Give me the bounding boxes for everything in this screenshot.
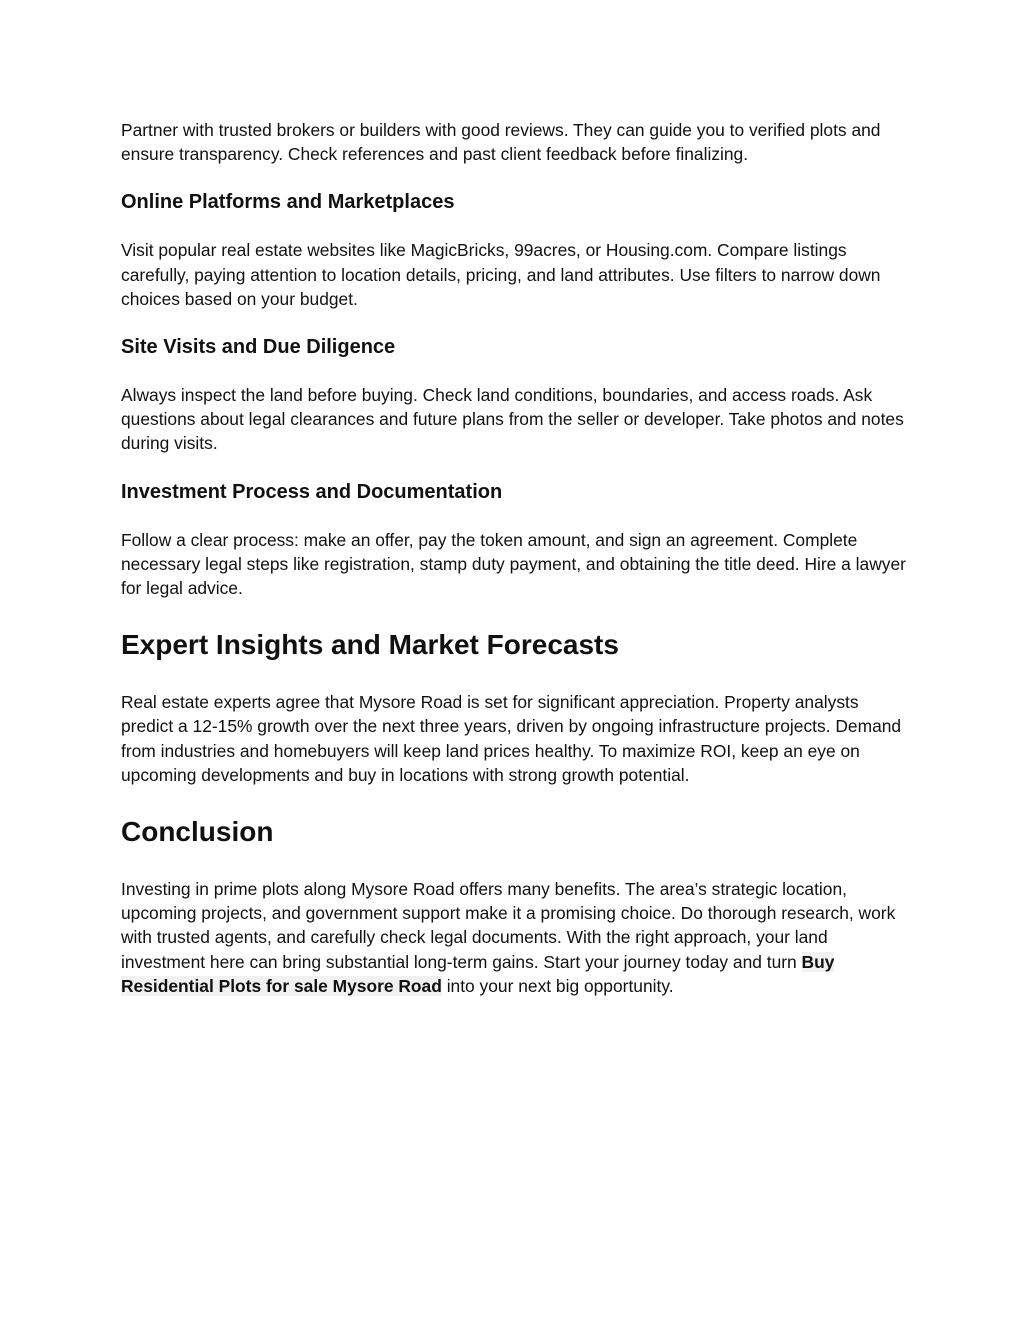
paragraph-online-platforms: Visit popular real estate websites like MagicBricks, 99acres, or Housing.com. Compare listings carefully, paying attention to location details, pricing, and land attributes. Use filters to narrow down choices based on your budget. — [121, 240, 881, 309]
intro-paragraph: Partner with trusted brokers or builders with good reviews. They can guide you to verified plots and ensure transparency. Check references and past client feedback before finalizing. — [121, 120, 881, 165]
heading-investment-process: Investment Process and Documentation — [121, 480, 503, 503]
paragraph-site-visits: Always inspect the land before buying. Check land conditions, boundaries, and access roads. Ask questions about legal clearances and future plans from the seller or developer. Take photos and notes during visits. — [121, 385, 904, 454]
heading-expert-insights: Expert Insights and Market Forecasts — [121, 629, 619, 661]
conclusion-text-before-link: Investing in prime plots along Mysore Road offers many benefits. The area’s strategic location, upcoming projects, and government support make it a promising choice. Do thorough research, work with trusted agents, and carefully check legal documents. With the right approach, your land investment here can bring substantial long-term gains. Start your journey today and turn — [121, 879, 896, 972]
document-page — [121, 118, 911, 998]
paragraph-investment-process: Follow a clear process: make an offer, pay the token amount, and sign an agreement. Complete necessary legal steps like registration, stamp duty payment, and obtaining the title deed. Hire a lawyer for legal advice. — [121, 529, 906, 599]
paragraph-conclusion — [121, 877, 911, 998]
paragraph-expert-insights: Real estate experts agree that Mysore Road is set for significant appreciation. Property analysts predict a 12-15% growth over the next three years, driven by ongoing infrastructure projects. Demand from industries and homebuyers will keep land prices healthy. To maximize ROI, keep an eye on upcoming developments and buy in locations with strong growth potential. — [121, 692, 902, 785]
heading-online-platforms: Online Platforms and Marketplaces — [121, 191, 455, 214]
heading-conclusion: Conclusion — [121, 816, 274, 848]
conclusion-text-after-link: into your next big opportunity. — [441, 975, 674, 996]
buy-residential-plots-link[interactable]: Buy Residential Plots for sale Mysore Road — [121, 951, 835, 996]
heading-site-visits: Site Visits and Due Diligence — [121, 336, 396, 359]
